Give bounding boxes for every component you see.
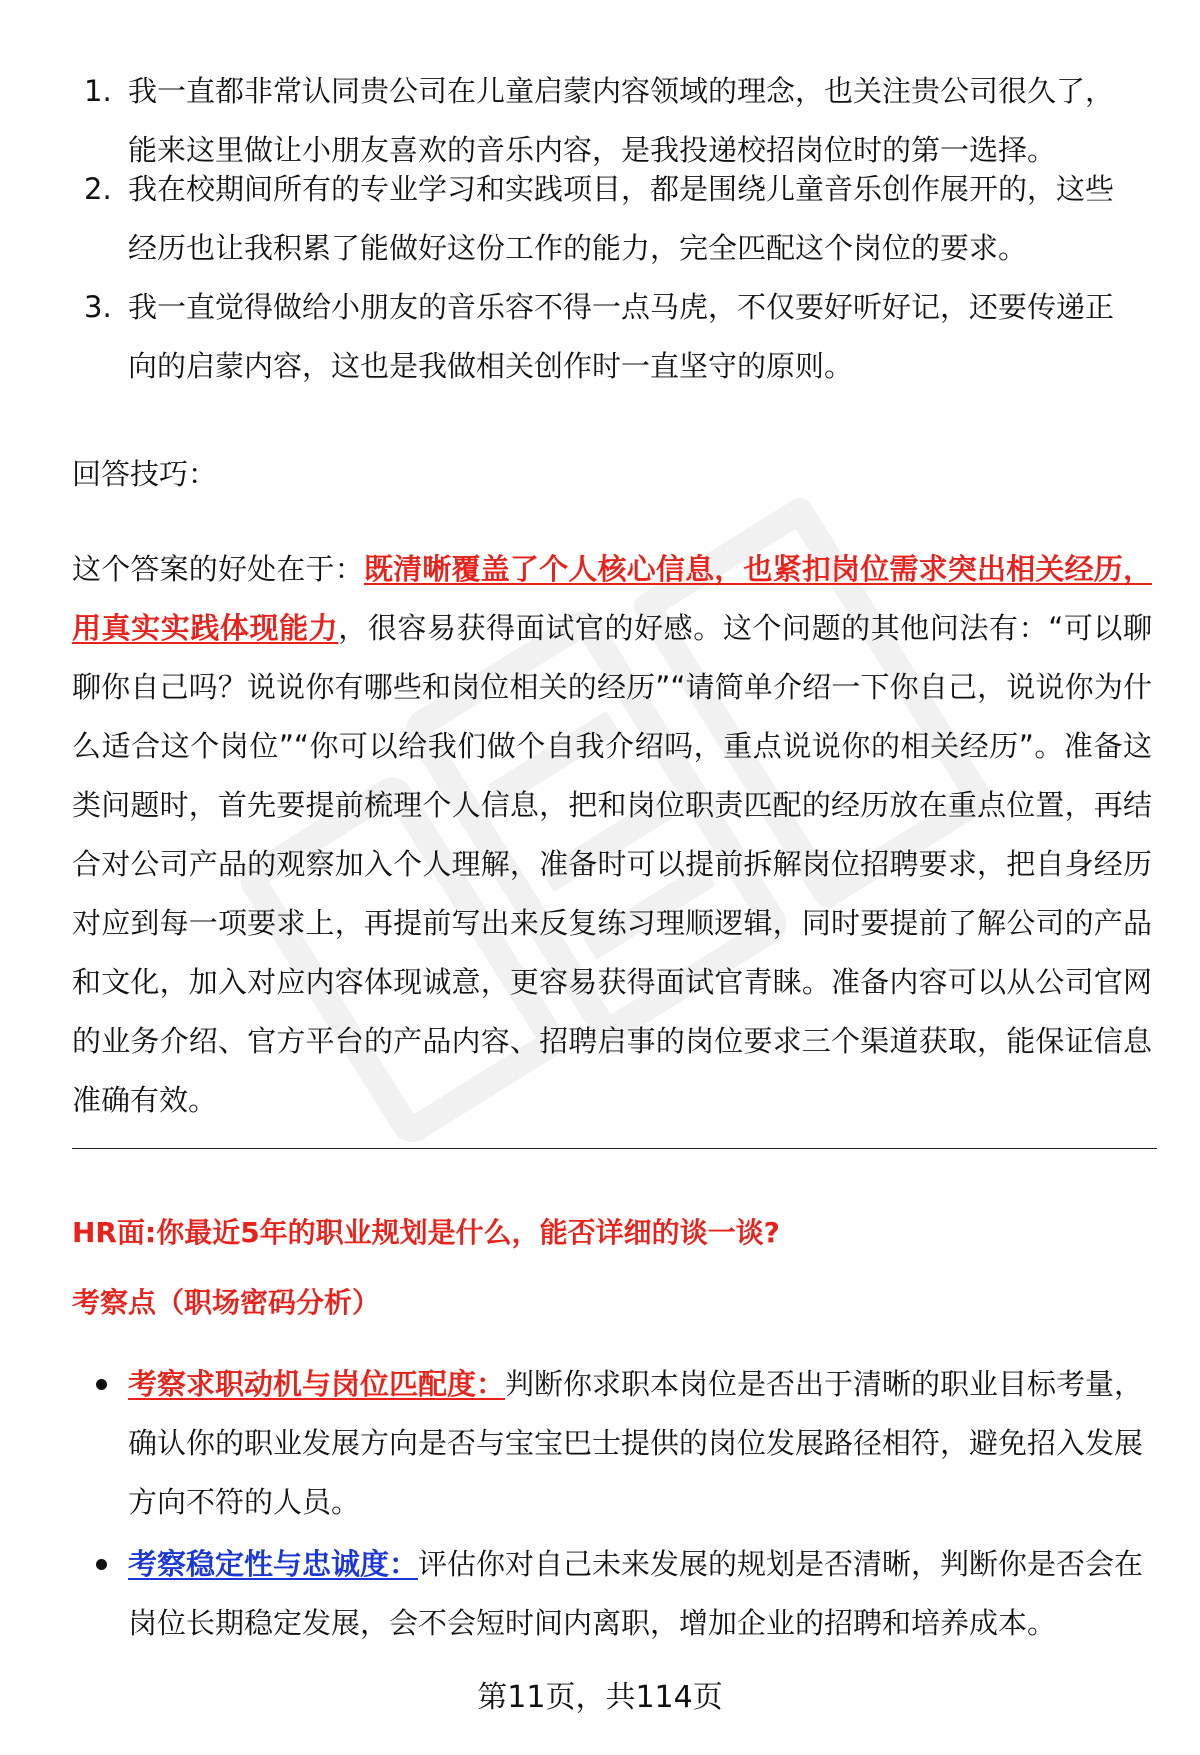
tips-title: 回答技巧： — [72, 457, 218, 491]
tips-rest: ，很容易获得面试官的好感。这个问题的其他问法有：“可以聊聊你自己吗？说说你有哪些和岗位相关的经历”“请简单介绍一下你自己，说说你为什么适合这个岗位”“你可以给我们做个自我介绍吗，重点说说你的相关经历”。准备这类问题时，首先要提前梳理个人信息，把和岗位职责匹配的经历放在重点位置，再结合对公司产品的观察加入个人理解，准备时可以提前拆解岗位招聘要求，把自身经历对应到每一项要求上，再提前写出来反复练习理顺逻辑，同时要提前了解公司的产品和文化，加入对应内容体现诚意，更容易获得面试官青睐。准备内容可以从公司官网的业务介绍、官方平台的产品内容、招聘启事的岗位要求三个渠道获取，能保证信息准确有效。 — [72, 611, 1152, 1117]
bullet-text — [128, 1535, 1148, 1653]
bullet-body: 评估你对自己未来发展的规划是否清晰，判断你是否会在岗位长期稳定发展，会不会短时间内离职，增加企业的招聘和培养成本。 — [128, 1547, 1144, 1640]
bullet-dot-icon — [96, 1379, 107, 1390]
bullet-label: 考察求职动机与岗位匹配度： — [128, 1367, 506, 1401]
list-item — [96, 1535, 1156, 1653]
page-number: 第11页，共114页 — [477, 1680, 723, 1715]
list-text: 我一直觉得做给小朋友的音乐容不得一点马虎，不仅要好听好记，还要传递正向的启蒙内容，这也是我做相关创作时一直坚守的原则。 — [128, 290, 1115, 383]
tips-highlight: 既清晰覆盖了个人核心信息，也紧扣岗位需求突出相关经历，用真实实践体现能力 — [72, 552, 1152, 645]
tips-intro: 这个答案的好处在于： — [72, 552, 364, 586]
list-item — [84, 278, 1144, 396]
question-heading: HR面:你最近5年的职业规划是什么，能否详细的谈一谈? — [72, 1216, 780, 1249]
list-item — [96, 1355, 1156, 1532]
section-divider — [72, 1148, 1157, 1149]
list-item — [84, 160, 1144, 278]
tips-paragraph — [72, 540, 1152, 1130]
list-text: 我一直都非常认同贵公司在儿童启蒙内容领域的理念，也关注贵公司很久了，能来这里做让小朋友喜欢的音乐内容，是我投递校招岗位时的第一选择。 — [128, 74, 1115, 167]
analysis-subheading: 考察点（职场密码分析） — [72, 1286, 381, 1319]
list-text: 我在校期间所有的专业学习和实践项目，都是围绕儿童音乐创作展开的，这些经历也让我积累了能做好这份工作的能力，完全匹配这个岗位的要求。 — [128, 172, 1115, 265]
list-number: 3. — [84, 290, 112, 324]
bullet-dot-icon — [96, 1559, 107, 1570]
list-number: 2. — [84, 172, 112, 206]
bullet-text — [128, 1355, 1148, 1532]
bullet-body: 判断你求职本岗位是否出于清晰的职业目标考量，确认你的职业发展方向是否与宝宝巴士提供的岗位发展路径相符，避免招入发展方向不符的人员。 — [128, 1367, 1144, 1519]
list-number: 1. — [84, 74, 112, 108]
bullet-label: 考察稳定性与忠诚度： — [128, 1547, 419, 1581]
